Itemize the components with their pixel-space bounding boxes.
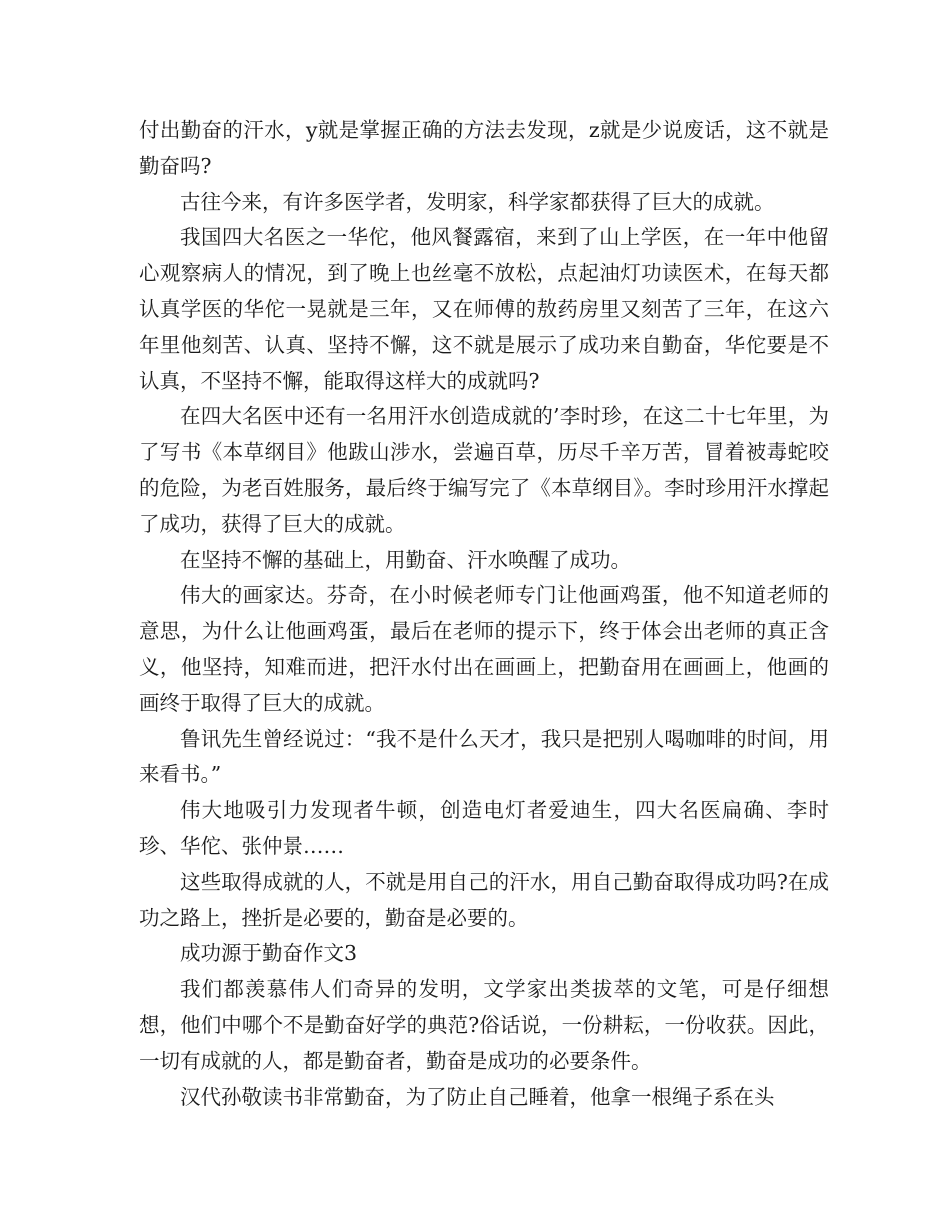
paragraph-7: 鲁讯先生曾经说过：“我不是什么天才，我只是把别人喝咖啡的时间，用来看书。” bbox=[139, 726, 829, 787]
paragraph-8: 伟大地吸引力发现者牛顿，创造电灯者爱迪生，四大名医扁确、李时珍、华佗、张仲景…… bbox=[139, 798, 829, 858]
paragraph-2: 古往今来，有许多医学者，发明家，科学家都获得了巨大的成就。 bbox=[180, 189, 775, 214]
document-body bbox=[139, 113, 829, 1115]
paragraph-9: 这些取得成就的人，不就是用自己的汗水，用自己勤奋取得成功吗?在成功之路上，挫折是必要的，勤奋是必要的。 bbox=[139, 869, 829, 930]
paragraph-1: 付出勤奋的汗水，y就是掌握正确的方法去发现，z就是少说废话，这不就是勤奋吗? bbox=[139, 118, 829, 178]
paragraph-5: 在坚持不懈的基础上，用勤奋、汗水唤醒了成功。 bbox=[180, 547, 631, 572]
paragraph-10: 我们都羡慕伟人们奇异的发明，文学家出类拔萃的文笔，可是仔细想想，他们中哪个不是勤奋好学的典范?俗话说，一份耕耘，一份收获。因此，一切有成就的人，都是勤奋者，勤奋是成功的必要条件。 bbox=[139, 977, 829, 1073]
paragraph-4: 在四大名医中还有一名用汗水创造成就的’李时珍，在这二十七年里，为了写书《本草纲目》他跋山涉水，尝遍百草，历尽千辛万苦，冒着被毒蛇咬的危险，为老百姓服务，最后终于编写完了《本草纲目》。李时珍用汗水撑起了成功，获得了巨大的成就。 bbox=[139, 404, 829, 536]
section-heading: 成功源于勤奋作文3 bbox=[180, 941, 358, 966]
paragraph-11: 汉代孙敬读书非常勤奋，为了防止自己睡着，他拿一根绳子系在头 bbox=[180, 1084, 775, 1109]
paragraph-3: 我国四大名医之一华佗，他风餐露宿，来到了山上学医，在一年中他留心观察病人的情况，到了晚上也丝毫不放松，点起油灯功读医术，在每天都认真学医的华佗一晃就是三年，又在师傅的敖药房里又刻苦了三年，在这六年里他刻苦、认真、坚持不懈，这不就是展示了成功来自勤奋，华佗要是不认真，不坚持不懈，能取得这样大的成就吗? bbox=[139, 225, 829, 393]
paragraph-6: 伟大的画家达。芬奇，在小时候老师专门让他画鸡蛋，他不知道老师的意思，为什么让他画鸡蛋，最后在老师的提示下，终于体会出老师的真正含义，他坚持，知难而进，把汗水付出在画画上，把勤奋用在画画上，他画的画终于取得了巨大的成就。 bbox=[139, 583, 829, 715]
